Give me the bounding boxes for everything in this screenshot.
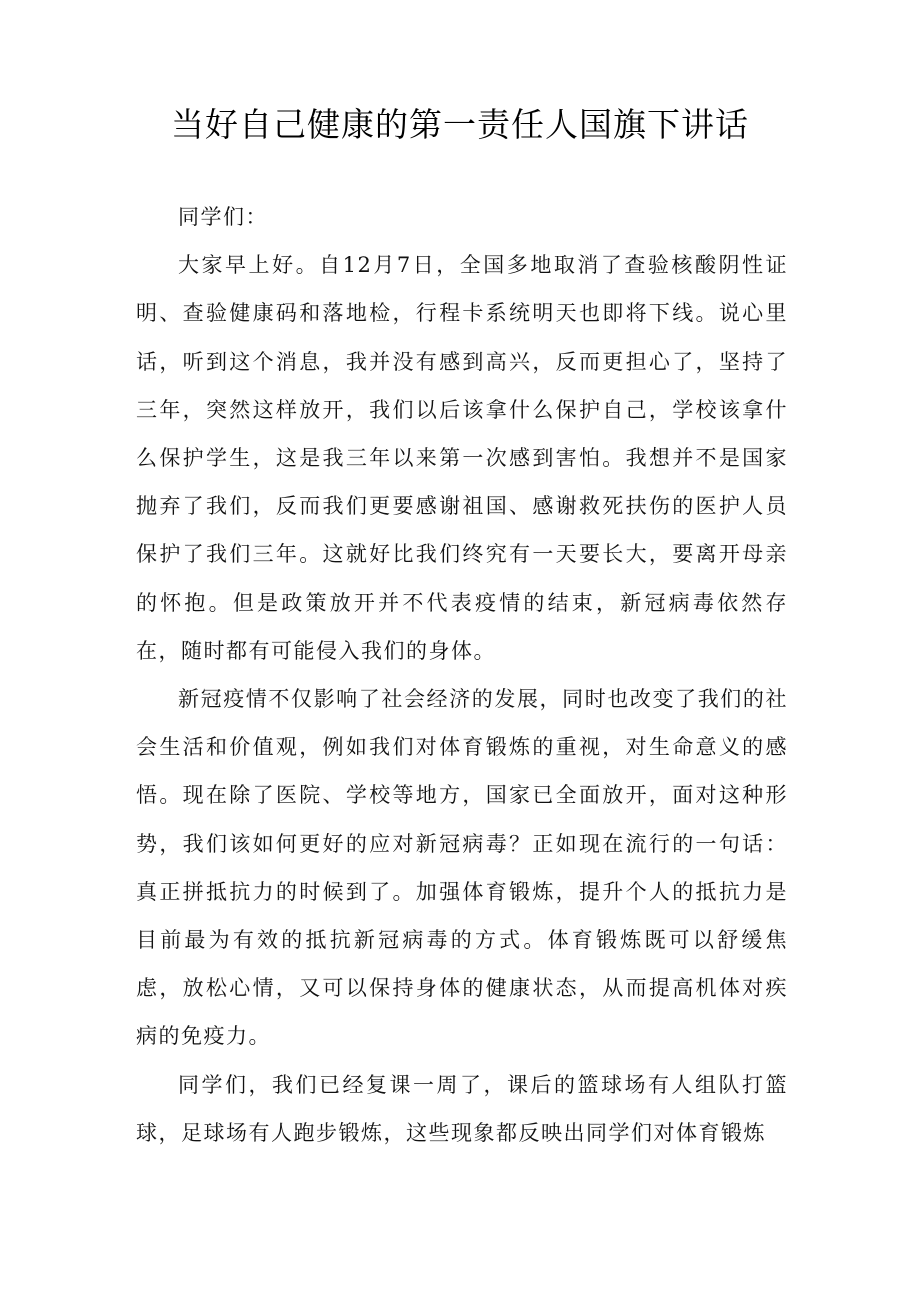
document-body <box>136 193 788 1157</box>
salutation-paragraph: 同学们： <box>178 205 268 229</box>
body-paragraph: 大家早上好。自12月7日，全国多地取消了查验核酸阴性证明、查验健康码和落地检，行程卡系统明天也即将下线。说心里话，听到这个消息，我并没有感到高兴，反而更担心了，坚持了三年，突然这样放开，我们以后该拿什么保护自己，学校该拿什么保护学生，这是我三年以来第一次感到害怕。我想并不是国家抛弃了我们，反而我们更要感谢祖国、感谢救死扶伤的医护人员保护了我们三年。这就好比我们终究有一天要长大，要离开母亲的怀抱。但是政策放开并不代表疫情的结束，新冠病毒依然存在，随时都有可能侵入我们的身体。 <box>136 253 788 663</box>
body-paragraph: 同学们，我们已经复课一周了，课后的篮球场有人组队打篮球，足球场有人跑步锻炼，这些现象都反映出同学们对体育锻炼 <box>136 1072 788 1145</box>
document-title: 当好自己健康的第一责任人国旗下讲话 <box>171 105 749 144</box>
body-paragraph: 新冠疫情不仅影响了社会经济的发展，同时也改变了我们的社会生活和价值观，例如我们对体育锻炼的重视，对生命意义的感悟。现在除了医院、学校等地方，国家已全面放开，面对这种形势，我们该如何更好的应对新冠病毒？正如现在流行的一句话：真正拼抵抗力的时候到了。加强体育锻炼，提升个人的抵抗力是目前最为有效的抵抗新冠病毒的方式。体育锻炼既可以舒缓焦虑，放松心情，又可以保持身体的健康状态，从而提高机体对疾病的免疫力。 <box>136 687 788 1049</box>
